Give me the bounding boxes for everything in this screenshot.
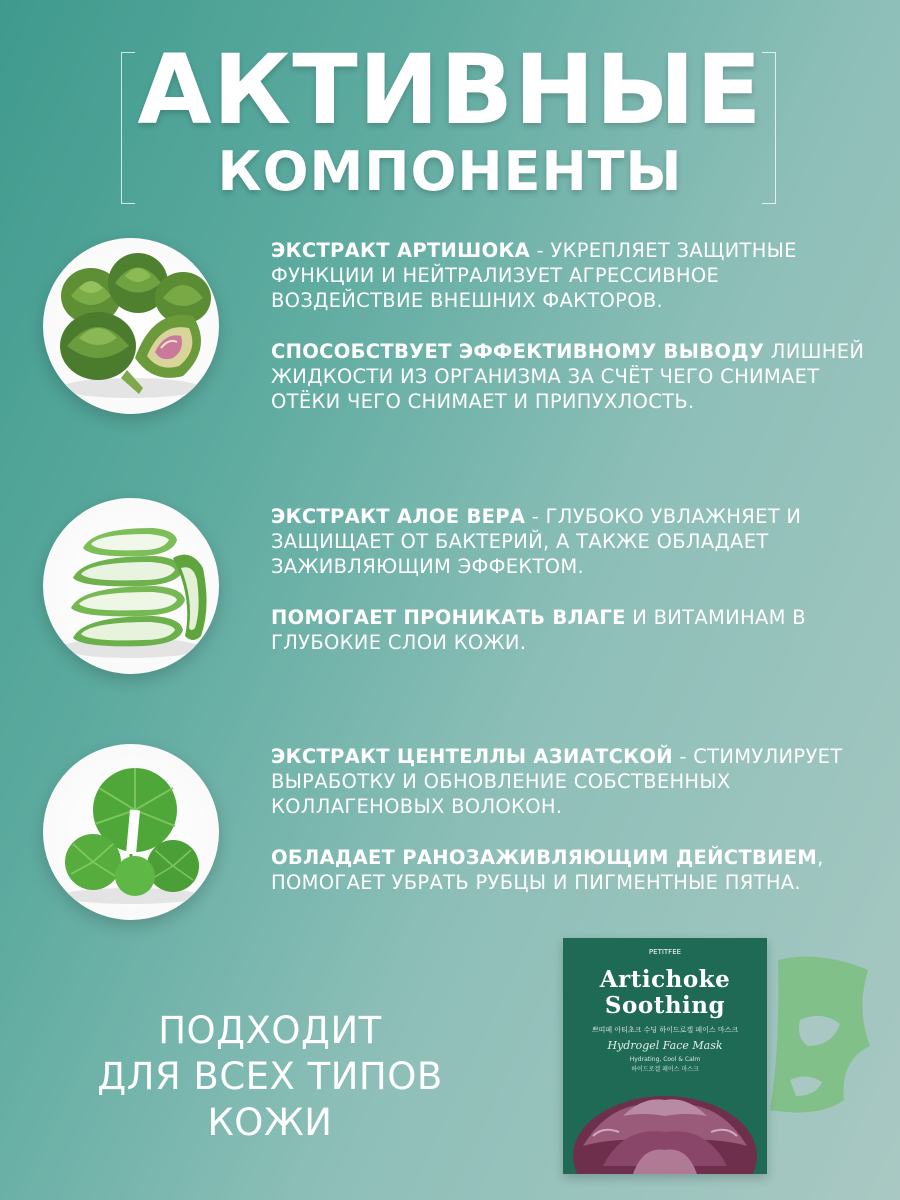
centella-highlight: ОБЛАДАЕТ РАНОЗАЖИВЛЯЮЩИМ ДЕЙСТВИЕМ (271, 846, 818, 869)
page-subtitle: КОМПОНЕНТЫ (217, 140, 683, 203)
artichoke-paragraph-2 (271, 339, 871, 414)
artichoke-paragraph-1 (271, 238, 871, 313)
aloe-vera-paragraph-2 (271, 605, 871, 655)
aloe-vera-icon (43, 498, 219, 674)
artichoke-icon (43, 238, 219, 414)
product-name-line-2: Soothing (604, 992, 726, 1019)
centella-text-2: , ПОМОГАЕТ УБРАТЬ РУБЦЫ И ПИГМЕНТНЫЕ ПЯТНА. (271, 846, 824, 894)
centella-text-1: - СТИМУЛИРУЕТ ВЫРАБОТКУ И ОБНОВЛЕНИЕ СОБСТВЕННЫХ КОЛЛАГЕНОВЫХ ВОЛОКОН. (271, 745, 843, 818)
skin-type-note (30, 1008, 510, 1146)
aloe-vera-heading: ЭКСТРАКТ АЛОЕ ВЕРА (271, 505, 526, 528)
artichoke-heading: ЭКСТРАКТ АРТИШОКА (271, 239, 531, 262)
centella-paragraph-2 (271, 845, 871, 895)
centella-description (271, 744, 871, 895)
artichoke-image (43, 238, 219, 414)
centella-paragraph-1 (271, 744, 871, 819)
artichoke-text-2: ЛИШНЕЙ ЖИДКОСТИ ИЗ ОРГАНИЗМА ЗА СЧЁТ ЧЕГО СНИМАЕТ ОТЁКИ ЧЕГО СНИМАЕТ И ПРИПУХЛОСТЬ. (271, 340, 865, 413)
product-name-line-1: Artichoke (599, 966, 731, 993)
aloe-vera-text-1: - ГЛУБОКО УВЛАЖНЯЕТ И ЗАЩИЩАЕТ ОТ БАКТЕРИЙ, А ТАКЖЕ ОБЛАДАЕТ ЗАЖИВЛЯЮЩИМ ЭФФЕКТОМ. (271, 505, 802, 578)
page-title: АКТИВНЫЕ (137, 34, 763, 146)
product-subtitle: Hydrogel Face Mask (607, 1039, 723, 1052)
pack-artichoke-icon (563, 1076, 767, 1174)
centella-icon (43, 744, 219, 920)
artichoke-description (271, 238, 871, 414)
aloe-vera-highlight: ПОМОГАЕТ ПРОНИКАТЬ ВЛАГЕ (271, 606, 626, 629)
centella-heading: ЭКСТРАКТ ЦЕНТЕЛЛЫ АЗИАТСКОЙ (271, 745, 673, 768)
product-tagline-korean: 하이드로겔 페이스 마스크 (631, 1066, 699, 1073)
product-tagline: Hydrating, Cool & Calm (629, 1056, 701, 1063)
aloe-vera-description (271, 504, 871, 655)
aloe-vera-image (43, 498, 219, 674)
skin-type-line-2: ДЛЯ ВСЕХ ТИПОВ КОЖИ (97, 1055, 443, 1144)
artichoke-text-1: - УКРЕПЛЯЕТ ЗАЩИТНЫЕ ФУНКЦИИ И НЕЙТРАЛИЗУЕТ АГРЕССИВНОЕ ВОЗДЕЙСТВИЕ ВНЕШНИХ ФАКТОРОВ. (271, 239, 797, 312)
centella-image (43, 744, 219, 920)
product-brand: PETITFEE (648, 948, 682, 956)
product-pack (563, 938, 767, 1174)
product-korean-name: 쁘띠페 아티초크 수딩 하이드로겔 페이스 마스크 (591, 1026, 739, 1034)
artichoke-highlight: СПОСОБСТВУЕТ ЭФФЕКТИВНОМУ ВЫВОДУ (271, 340, 765, 363)
hydrogel-mask-icon (760, 950, 875, 1120)
aloe-vera-text-2: И ВИТАМИНАМ В ГЛУБОКИЕ СЛОИ КОЖИ. (271, 606, 806, 654)
skin-type-line-1: ПОДХОДИТ (158, 1009, 382, 1052)
aloe-vera-paragraph-1 (271, 504, 871, 579)
